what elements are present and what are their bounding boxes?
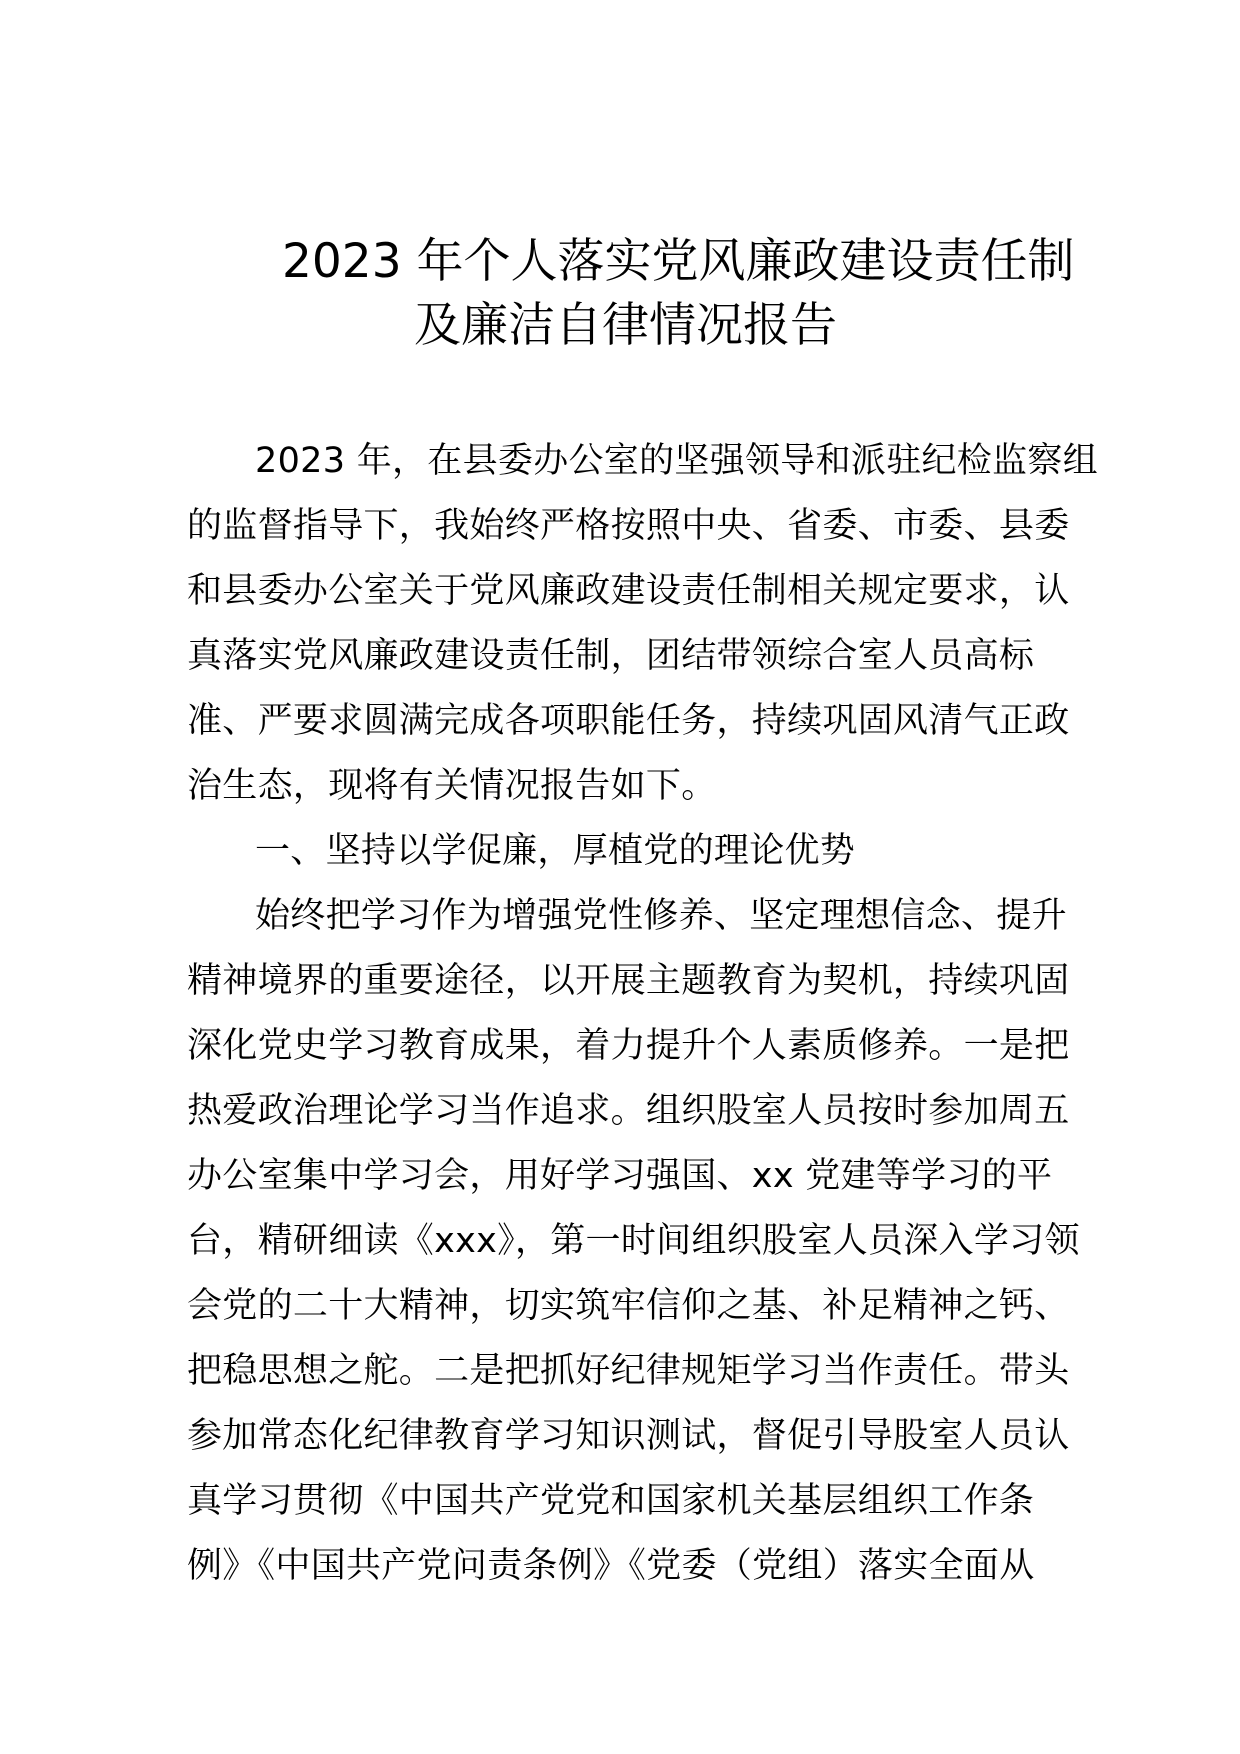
body-line: 精神境界的重要途径，以开展主题教育为契机，持续巩固 [187,961,1070,1001]
body-line: 始终把学习作为增强党性修养、坚定理想信念、提升 [255,896,1067,936]
body-line: 热爱政治理论学习当作追求。组织股室人员按时参加周五 [187,1091,1070,1131]
body-line: 办公室集中学习会，用好学习强国、xx 党建等学习的平 [187,1156,1053,1196]
body-line: 参加常态化纪律教育学习知识测试，督促引导股室人员认 [187,1416,1070,1456]
document-body [187,429,1098,1599]
body-line: 深化党史学习教育成果，着力提升个人素质修养。一是把 [187,1026,1070,1066]
body-line: 准、严要求圆满完成各项职能任务，持续巩固风清气正政 [187,701,1070,741]
body-line: 的监督指导下，我始终严格按照中央、省委、市委、县委 [187,506,1070,546]
body-line: 治生态，现将有关情况报告如下。 [187,766,717,806]
body-line: 台，精研细读《xxx》，第一时间组织股室人员深入学习领 [187,1221,1080,1261]
body-line: 一、坚持以学促廉，厚植党的理论优势 [255,831,856,871]
body-line: 和县委办公室关于党风廉政建设责任制相关规定要求，认 [187,571,1070,611]
body-line: 把稳思想之舵。二是把抓好纪律规矩学习当作责任。带头 [187,1351,1070,1391]
title-line-1: 2023 年个人落实党风廉政建设责任制 [282,234,1075,289]
body-line: 会党的二十大精神，切实筑牢信仰之基、补足精神之钙、 [187,1286,1070,1326]
title-line-2: 及廉洁自律情况报告 [414,298,837,353]
document-title [150,230,1090,358]
body-line: 2023 年，在县委办公室的坚强领导和派驻纪检监察组 [255,441,1098,481]
body-line: 例》《中国共产党问责条例》《党委（党组）落实全面从 [187,1546,1035,1586]
body-line: 真学习贯彻《中国共产党党和国家机关基层组织工作条 [187,1481,1035,1521]
body-line: 真落实党风廉政建设责任制，团结带领综合室人员高标 [187,636,1035,676]
